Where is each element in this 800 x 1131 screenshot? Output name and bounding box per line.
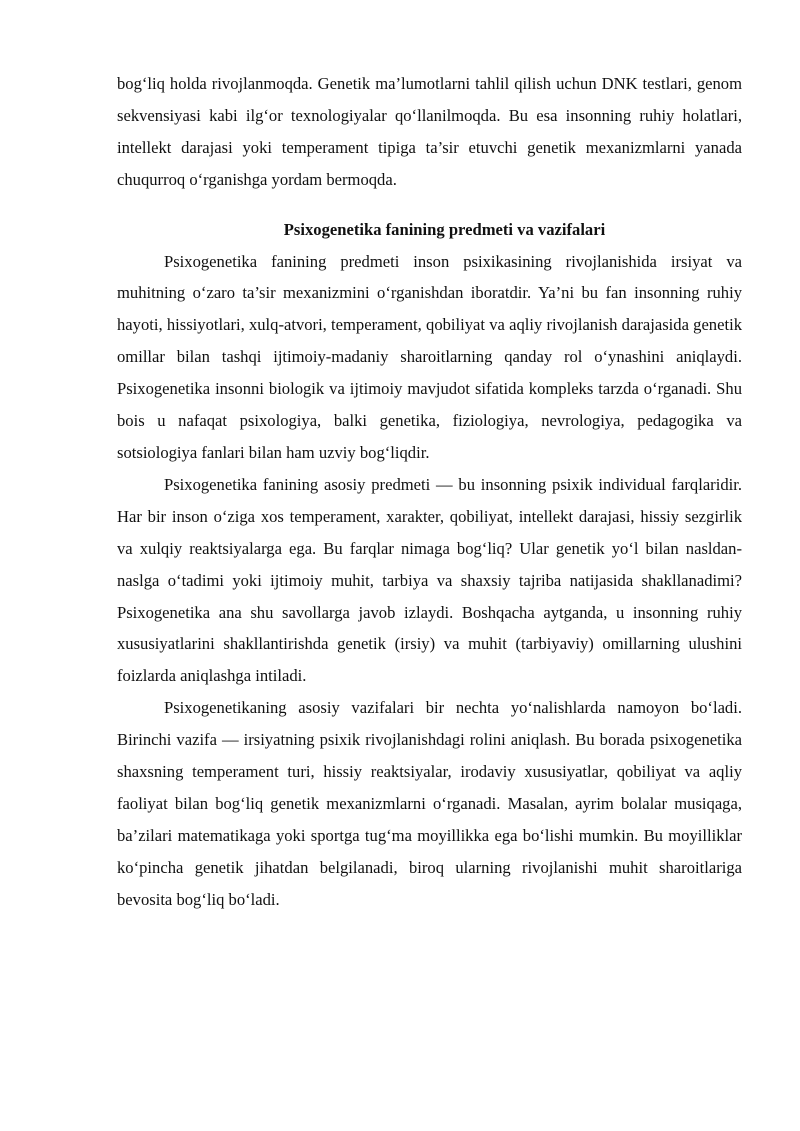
paragraph-main-subject: Psixogenetika fanining asosiy predmeti — bu insonning psixik individual farqlaridir. Har bir inson o‘ziga xos temperament, xarakter, qobiliyat, intellekt darajasi, hissiy sezgirlik va xulqiy reaktsiyalarga ega. Bu farqlar nimaga bog‘liq? Ular genetik yo‘l bilan nasldan-naslga o‘tadimi yoki ijtimoiy muhit, tarbiya va shaxsiy tajriba natijasida shakllanadimi? Psixogenetika ana shu savollarga javob izlaydi. Boshqacha aytganda, u insonning ruhiy xususiyatlarini shakllantirishda genetik (irsiy) va muhit (tarbiyaviy) omillarning ulushini foizlarda aniqlashga intiladi. xyxy=(117,474,742,686)
paragraph-tasks: Psixogenetikaning asosiy vazifalari bir nechta yo‘nalishlarda namoyon bo‘ladi. Birinchi vazifa — irsiyatning psixik rivojlanishdagi rolini aniqlash. Bu borada psixogenetika shaxsning temperament turi, hissiy reaktsiyalar, irodaviy xususiyatlar, qobiliyat va aqliy faoliyat bilan bog‘liq genetik mexanizmlarni o‘rganadi. Masalan, ayrim bolalar musiqaga, ba’zilari matematikaga yoki sportga tug‘ma moyillikka ega bo‘lishi mumkin. Bu moyilliklar ko‘pincha genetik jihatdan belgilanadi, biroq ularning rivojlanishi muhit sharoitlariga bevosita bog‘liq bo‘ladi. xyxy=(117,698,742,909)
section-heading: Psixogenetika fanining predmeti va vazifalari xyxy=(283,219,606,239)
paragraph-subject: Psixogenetika fanining predmeti inson psixikasining rivojlanishida irsiyat va muhitning o‘zaro ta’sir mexanizmini o‘rganishdan iboratdir. Ya’ni bu fan insonning ruhiy hayoti, hissiyotlari, xulq-atvori, temperament, qobiliyat va aqliy rivojlanish darajasida genetik omillar bilan tashqi ijtimoiy-madaniy sharoitlarning qanday rol o‘ynashini aniqlaydi. Psixogenetika insonni biologik va ijtimoiy mavjudot sifatida kompleks tarzda o‘rganadi. Shu bois u nafaqat psixologiya, balki genetika, fiziologiya, nevrologiya, pedagogika va sotsiologiya fanlari bilan ham uzviy bog‘liqdir. xyxy=(117,251,742,462)
paragraph-continuation: bog‘liq holda rivojlanmoqda. Genetik ma’lumotlarni tahlil qilish uchun DNK testlari, genom sekvensiyasi kabi ilg‘or texnologiyalar qo‘llanilmoqda. Bu esa insonning ruhiy holatlari, intellekt darajasi yoki temperament tipiga ta’sir etuvchi genetik mexanizmlarni yanada chuqurroq o‘rganishga yordam bermoqda. xyxy=(117,74,742,189)
document-page xyxy=(117,68,742,916)
